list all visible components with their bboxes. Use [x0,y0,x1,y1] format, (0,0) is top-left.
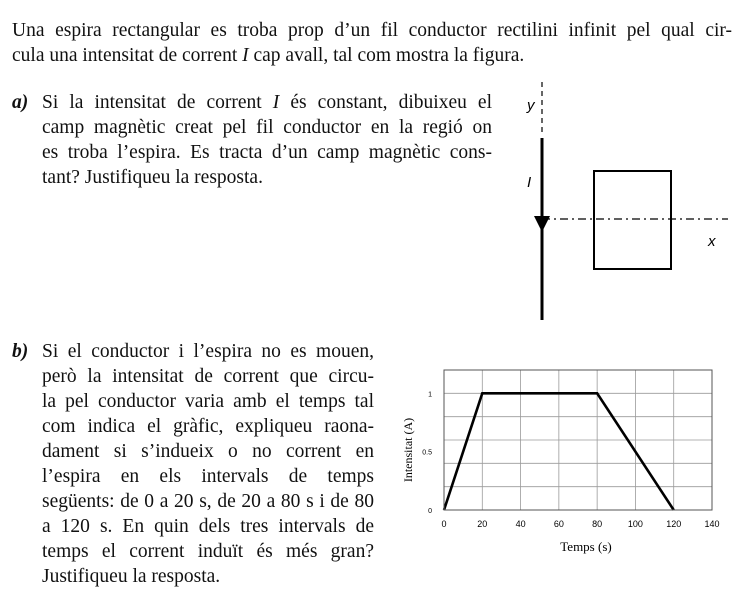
question-b-line-3: la pel conductor varia amb el temps tal [42,391,374,412]
x-tick-label: 40 [515,519,526,529]
y-axis-label: y [527,97,535,114]
x-tick-label: 100 [627,519,643,529]
question-a-line-3: es troba l’espira. Es tracta d’un camp magnètic cons- [42,142,492,163]
rectangular-loop [594,171,671,269]
x-tick-label: 80 [592,519,603,529]
x-tick-label: 20 [477,519,488,529]
question-b-label: b) [12,341,29,362]
x-axis-title: Temps (s) [560,539,612,554]
y-tick-label: 1 [428,391,432,399]
question-b-line-8: a 120 s. En quin dels tres intervals de [42,516,374,537]
intro-line-2: cula una intensitat de corrent I cap avall, tal com mostra la figura. [12,45,525,66]
question-a-line-2: camp magnètic creat pel fil conductor en la regió on [42,117,492,138]
current-label: I [527,174,532,191]
question-a-label: a) [12,92,29,113]
question-a [12,90,492,190]
question-b-line-6: l’espira en els intervals de temps [42,466,374,487]
intro-line-1: Una espira rectangular es troba prop d’un fil conductor rectilini infinit pel qual cir- [12,20,732,41]
question-a-line-1: Si la intensitat de corrent I és constant, dibuixeu el [42,92,492,113]
question-b-line-1: Si el conductor i l’espira no es mouen, [42,341,374,362]
current-time-chart [390,370,730,560]
question-b-line-10: Justifiqueu la resposta. [42,566,221,587]
wire-loop-figure [500,80,730,325]
x-tick-label: 120 [666,519,682,529]
x-tick-label: 140 [704,519,720,529]
current-symbol: I [242,45,249,66]
x-tick-label: 60 [553,519,564,529]
question-b [12,339,374,589]
x-tick-label: 0 [441,519,447,529]
question-b-line-5: dament si s’indueix o no corrent en [42,441,374,462]
y-tick-label: 0.5 [422,449,432,457]
x-axis-label: x [708,233,716,250]
question-b-line-9: temps el corrent induït és més gran? [42,541,374,562]
intro-text [12,18,732,68]
question-b-line-2: però la intensitat de corrent que circu- [42,366,374,387]
question-a-line-4: tant? Justifiqueu la resposta. [42,167,263,188]
question-b-line-4: com indica el gràfic, expliqueu raona- [42,416,374,437]
y-axis-title: Intensitat (A) [401,417,415,483]
y-tick-label: 0 [428,508,432,515]
question-b-line-7: següents: de 0 a 20 s, de 20 a 80 s i de 80 [42,491,374,512]
